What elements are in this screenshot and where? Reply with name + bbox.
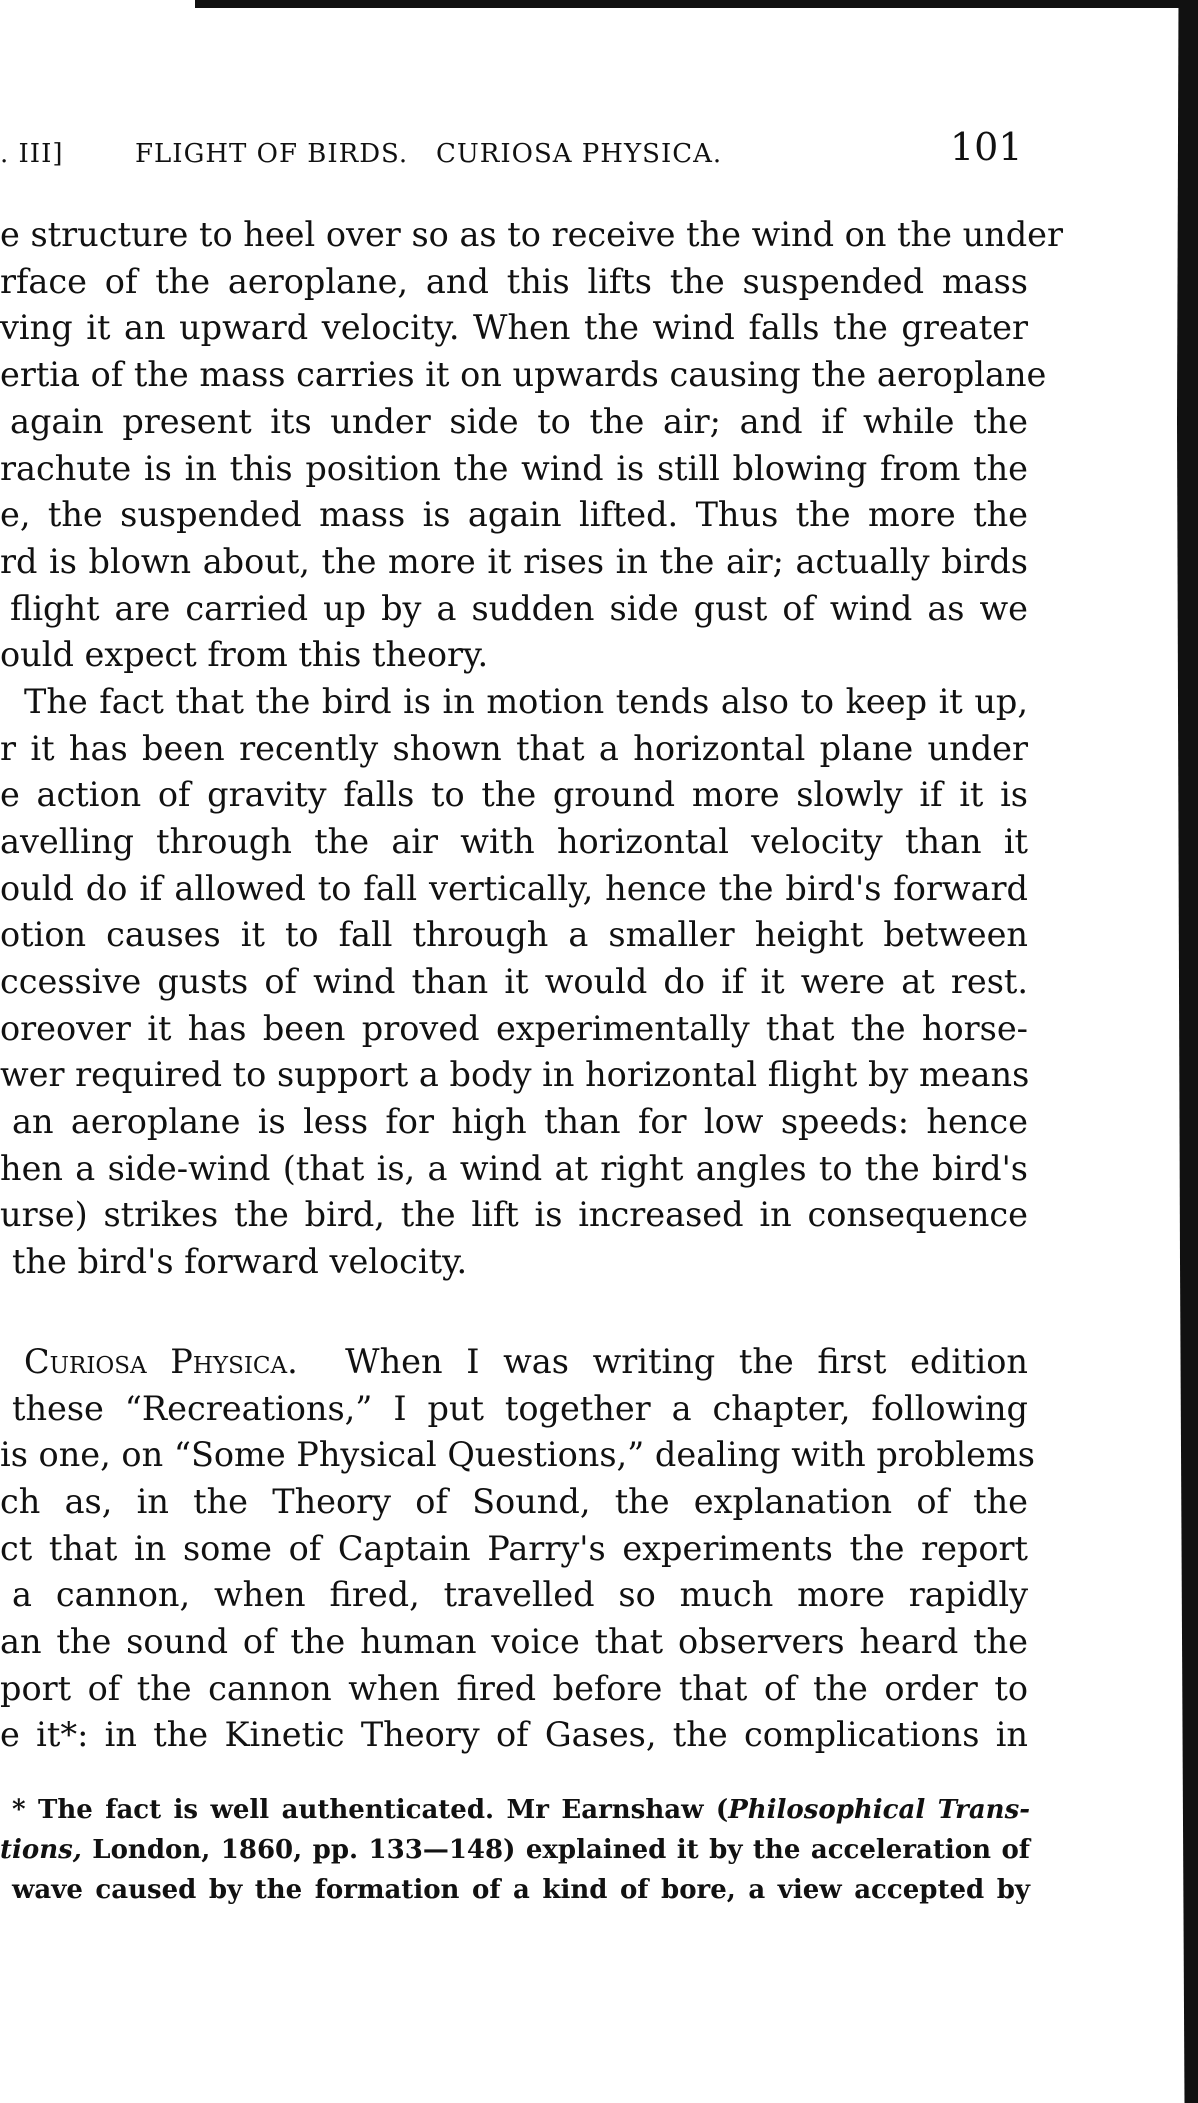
text-line: e structure to heel over so as to receive the wind on the under [0,215,1064,254]
text-line: ould expect from this theory. [0,635,489,674]
text-line: r it has been recently shown that a horizontal plane under [0,729,1028,768]
text-line: the bird's forward velocity. [12,1242,468,1281]
footnote-text: * The fact is well authenticated. Mr Earnshaw ( [12,1795,729,1825]
text-line: rface of the aeroplane, and this lifts the suspended mass [0,262,1028,301]
footnote-journal: Philosophical Trans- [728,1795,1030,1825]
text-line: flight are carried up by a sudden side gust of wind as we [10,589,1028,628]
text-line: port of the cannon when fired before that of the order to [0,1669,1028,1708]
text-line: is one, on “Some Physical Questions,” dealing with problems [0,1435,1035,1474]
page-number: 101 [950,125,1023,169]
text-line: rd is blown about, the more it rises in the air; actually birds [0,542,1028,581]
running-header [0,125,1023,175]
text-line: oreover it has been proved experimentally that the horse- [0,1009,1028,1048]
text-line: these “Recreations,” I put together a chapter, following [12,1389,1028,1428]
text-line: again present its under side to the air; and if while the [10,402,1028,441]
page-edge-shadow-top [195,0,1198,8]
text-line: ertia of the mass carries it on upwards causing the aeroplane [0,355,1047,394]
section-heading: Curiosa Physica. [24,1342,298,1381]
text-line: e action of gravity falls to the ground more slowly if it is [0,775,1028,814]
text-line: e, the suspended mass is again lifted. Thus the more the [0,495,1028,534]
text-line: urse) strikes the bird, the lift is increased in consequence [0,1195,1028,1234]
text-line: ct that in some of Captain Parry's experiments the report [0,1529,1028,1568]
footnote-line [0,1830,1030,1870]
text-line: an aeroplane is less for high than for low speeds: hence [12,1102,1028,1141]
footnote-line: wave caused by the formation of a kind of bore, a view accepted by [12,1875,1030,1905]
footnote-journal: tions, [0,1835,82,1865]
text-line: ch as, in the Theory of Sound, the explanation of the [0,1482,1028,1521]
footnote-line [12,1790,1030,1830]
header-title: FLIGHT OF BIRDS. CURIOSA PHYSICA. [135,139,723,169]
text-line: an the sound of the human voice that observers heard the [0,1622,1028,1661]
text-line: ould do if allowed to fall vertically, hence the bird's forward [0,869,1028,908]
text-line: e it*: in the Kinetic Theory of Gases, the complications in [0,1715,1028,1754]
text-line: avelling through the air with horizontal velocity than it [0,822,1028,861]
section-first-line [24,1339,1028,1385]
text-line: otion causes it to fall through a smaller height between [0,915,1028,954]
page-edge-shadow-right [1168,0,1198,2103]
text-line: ving it an upward velocity. When the wind falls the greater [0,308,1028,347]
section-first-line-text: When I was writing the first edition [345,1342,1028,1381]
text-line: ccessive gusts of wind than it would do if it were at rest. [0,962,1028,1001]
text-line: a cannon, when fired, travelled so much more rapidly [12,1575,1028,1614]
text-line: The fact that the bird is in motion tends also to keep it up, [24,682,1028,721]
header-section-ref: . III] [0,139,64,169]
text-line: rachute is in this position the wind is still blowing from the [0,449,1028,488]
footnote-text: London, 1860, pp. 133—148) explained it by the acceleration of [81,1835,1030,1865]
text-line: wer required to support a body in horizontal flight by means [0,1055,1030,1094]
text-line: hen a side-wind (that is, a wind at right angles to the bird's [0,1149,1028,1188]
